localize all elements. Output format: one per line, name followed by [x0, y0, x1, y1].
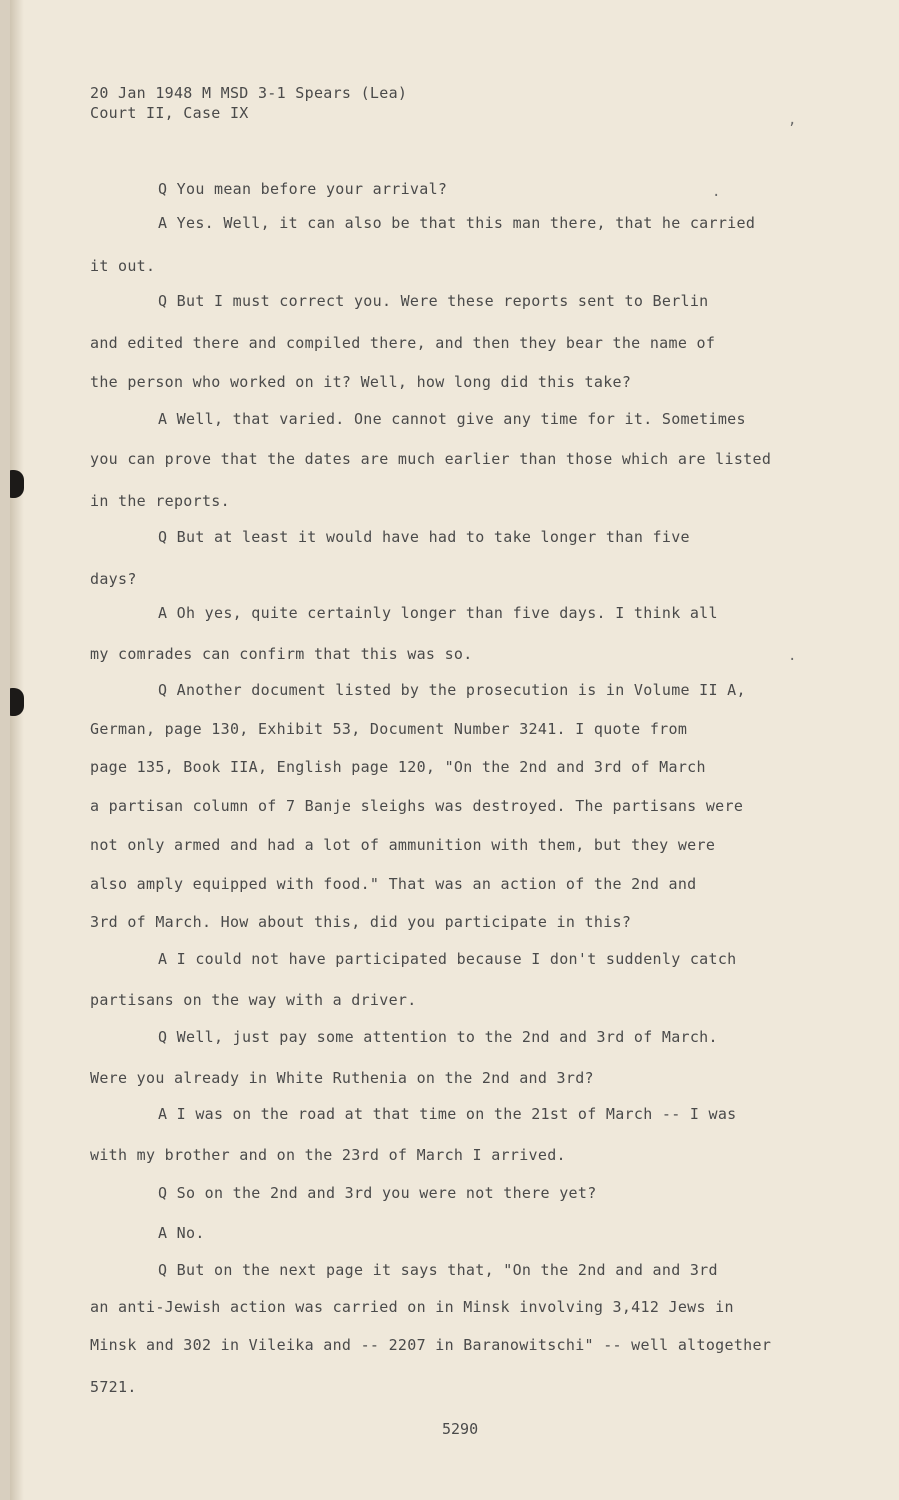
body-line: partisans on the way with a driver.: [90, 991, 417, 1009]
body-line: Were you already in White Ruthenia on the 2nd and 3rd?: [90, 1069, 594, 1087]
body-line: Minsk and 302 in Vileika and -- 2207 in Baranowitschi" -- well altogether: [90, 1336, 772, 1354]
body-line: A Oh yes, quite certainly longer than five days. I think all: [158, 604, 718, 622]
body-line: Q But at least it would have had to take longer than five: [158, 528, 690, 546]
body-line: a partisan column of 7 Banje sleighs was destroyed. The partisans were: [90, 797, 744, 815]
body-line: Q Another document listed by the prosecution is in Volume II A,: [158, 681, 746, 699]
body-line: A I was on the road at that time on the 21st of March -- I was: [158, 1105, 737, 1123]
body-line: A I could not have participated because I don't suddenly catch: [158, 950, 737, 968]
body-line: with my brother and on the 23rd of March I arrived.: [90, 1146, 566, 1164]
body-line: in the reports.: [90, 492, 230, 510]
body-line: Q But on the next page it says that, "On the 2nd and and 3rd: [158, 1261, 718, 1279]
body-line: Q You mean before your arrival?: [158, 180, 448, 198]
body-line: A No.: [158, 1224, 205, 1242]
body-line: and edited there and compiled there, and then they bear the name of: [90, 334, 716, 352]
body-line: the person who worked on it? Well, how long did this take?: [90, 373, 632, 391]
body-line: A Well, that varied. One cannot give any time for it. Sometimes: [158, 410, 746, 428]
stray-mark: ,: [788, 112, 797, 128]
body-line: Q Well, just pay some attention to the 2nd and 3rd of March.: [158, 1028, 718, 1046]
body-line: days?: [90, 570, 137, 588]
body-line: German, page 130, Exhibit 53, Document Number 3241. I quote from: [90, 720, 688, 738]
body-line: 3rd of March. How about this, did you participate in this?: [90, 913, 632, 931]
body-line: also amply equipped with food." That was an action of the 2nd and: [90, 875, 697, 893]
stray-mark: .: [712, 184, 721, 200]
punch-hole: [6, 688, 24, 716]
body-line: it out.: [90, 257, 156, 275]
body-line: you can prove that the dates are much earlier than those which are listed: [90, 450, 772, 468]
page-number: 5290: [442, 1420, 479, 1438]
body-line: A Yes. Well, it can also be that this man there, that he carried: [158, 214, 756, 232]
body-line: 5721.: [90, 1378, 137, 1396]
body-line: my comrades can confirm that this was so.: [90, 645, 473, 663]
header-court-line: Court II, Case IX: [90, 104, 249, 122]
body-line: Q So on the 2nd and 3rd you were not there yet?: [158, 1184, 597, 1202]
body-line: Q But I must correct you. Were these reports sent to Berlin: [158, 292, 709, 310]
body-line: an anti-Jewish action was carried on in Minsk involving 3,412 Jews in: [90, 1298, 734, 1316]
body-line: not only armed and had a lot of ammunition with them, but they were: [90, 836, 716, 854]
stray-mark: .: [788, 648, 797, 664]
body-line: page 135, Book IIA, English page 120, "On the 2nd and 3rd of March: [90, 758, 706, 776]
header-date-line: 20 Jan 1948 M MSD 3-1 Spears (Lea): [90, 84, 408, 102]
punch-hole: [6, 470, 24, 498]
